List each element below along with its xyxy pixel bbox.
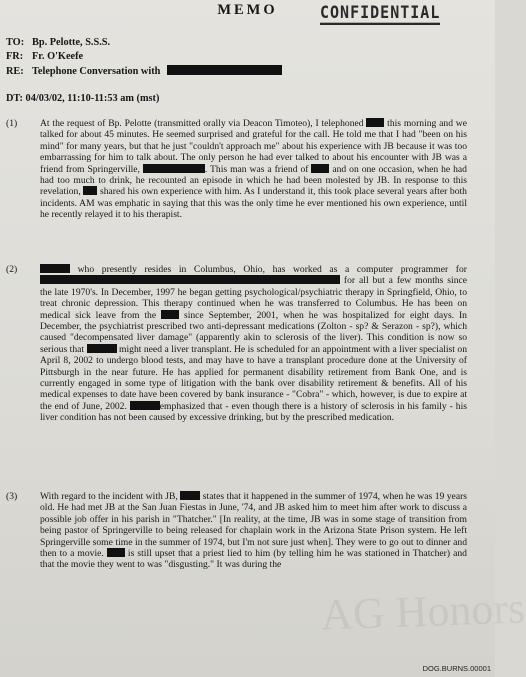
text-run: since September, 2001, when he was hospitalized for eight days. In December, the psychiatrist prescribed two anti-depressant medications (Zolton - sp? & Serazon - sp?), which caused "decompensated liver damage" (apparently akin to sclerosis of the liver). This condition is now so serious that [40,309,467,355]
text-run: for all but a few months since the late 1970's. In December, 1997 he began getting psychological/psychiatric therapy in Springfield, Ohio, to treat chronic depression. This therapy continued when he was transferred to Columbus. He has been on medical sick leave from the [40,275,468,321]
text-run: might need a liver transplant. He is scheduled for an appointment with a liver specialist on April 8, 2002 to undergo blood tests, and may have to have a transplant procedure done at the University of Pittsburgh in the near future. He has applied for permanent disability retirement from Bank One, and is currently engaged in some type of litigation with the bank over disability retirement & benefits. All of his medical expenses to date have been covered by bank insurance - "Cobra" - which, however, is due to expire at the end of June, 2002. [40,343,468,412]
re-label: RE: [6,66,24,77]
confidential-stamp: CONFIDENTIAL [320,2,440,25]
paragraph-number: (2) [6,264,18,275]
text-run: At the request of Bp. Pelotte (transmitted orally via Deacon Timoteo), I telephoned [40,118,364,129]
text-run: states that it happened in the summer of 1974, when he was 19 years old. He had met JB at the San Juan Fiestas in June, '74, and JB asked him to meet him after work to discuss a possible job offer in his parish in "Thatcher." [In reality, at the time, JB was in some stage of transition from being pastor of Springerville to being released for chaplain work in the Arizona State Prison system. He left Springerville some time in the summer of 1974, but I'm not sure just when]. They were to go out to dinner and then to a movie. [40,491,468,560]
text-run: is still upset that a priest lied to him (by telling him he was stationed in Thatcher) and that the movie they went to was "disgusting." It was during the [40,548,467,571]
redaction [167,65,282,75]
text-run: who presently resides in Columbus, Ohio, has worked as a computer programmer for [77,264,467,275]
text-run: . This man was a friend of [204,163,309,175]
paragraph-2 [6,264,467,424]
re-line [6,65,282,78]
redaction [366,118,384,127]
redaction [107,548,125,557]
date-label: DT: [6,93,23,104]
bleed-through-text: AG Honors [320,583,526,640]
redaction [311,164,329,173]
redaction [40,264,70,273]
paragraph-text [40,264,467,424]
text-run: and on one occasion, when he had had too much to drink, he recounted an episode in which he had been molested by JB. In response to this revelation, [40,163,467,198]
text-run: this morning and we talked for about 45 minutes. He seemed surprised and grateful for the call. He told me that I had "been on his mind" for many years, but that he just "couldn't approach me" about his experience with JB because it was too embarrassing for him to talk about. The only person he had ever talked to about his encounter with JB was a friend from Springerville, [40,118,467,175]
paragraph-number: (1) [6,118,18,129]
redaction [180,491,200,500]
bates-number: DOG.BURNS.00001 [422,664,491,673]
redaction [130,401,160,410]
redaction [83,186,97,195]
from-label: FR: [6,51,24,62]
to-value: Bp. Pelotte, S.S.S. [32,37,111,48]
paragraph-1 [6,118,467,221]
redaction [143,164,205,173]
paragraph-text [40,118,467,221]
text-run: shared his own experience with him. As I understand it, this took place several years after both incidents. AM was emphatic in saying that this was the only time he ever mentioned his own experience, until he recently relayed it to his therapist. [40,186,467,221]
memo-title: MEMO [217,2,278,18]
re-value: Telephone Conversation with [32,66,161,77]
to-line [6,37,110,49]
text-run: With regard to the incident with JB, [40,491,178,502]
to-label: TO: [6,37,25,48]
paragraph-3 [6,491,467,571]
date-line [6,93,159,105]
date-value: 04/03/02, 11:10-11:53 am (mst) [25,93,160,104]
text-run: emphasized that - even though there is a history of sclerosis in his family - his liver condition has not been caused by excessive drinking, but by the prescribed medication. [40,400,467,424]
redaction [161,310,179,319]
paragraph-number: (3) [6,491,18,502]
redaction [40,275,340,284]
from-line [6,51,83,63]
redaction [87,344,117,353]
paragraph-text [40,491,467,571]
from-value: Fr. O'Keefe [32,51,84,62]
